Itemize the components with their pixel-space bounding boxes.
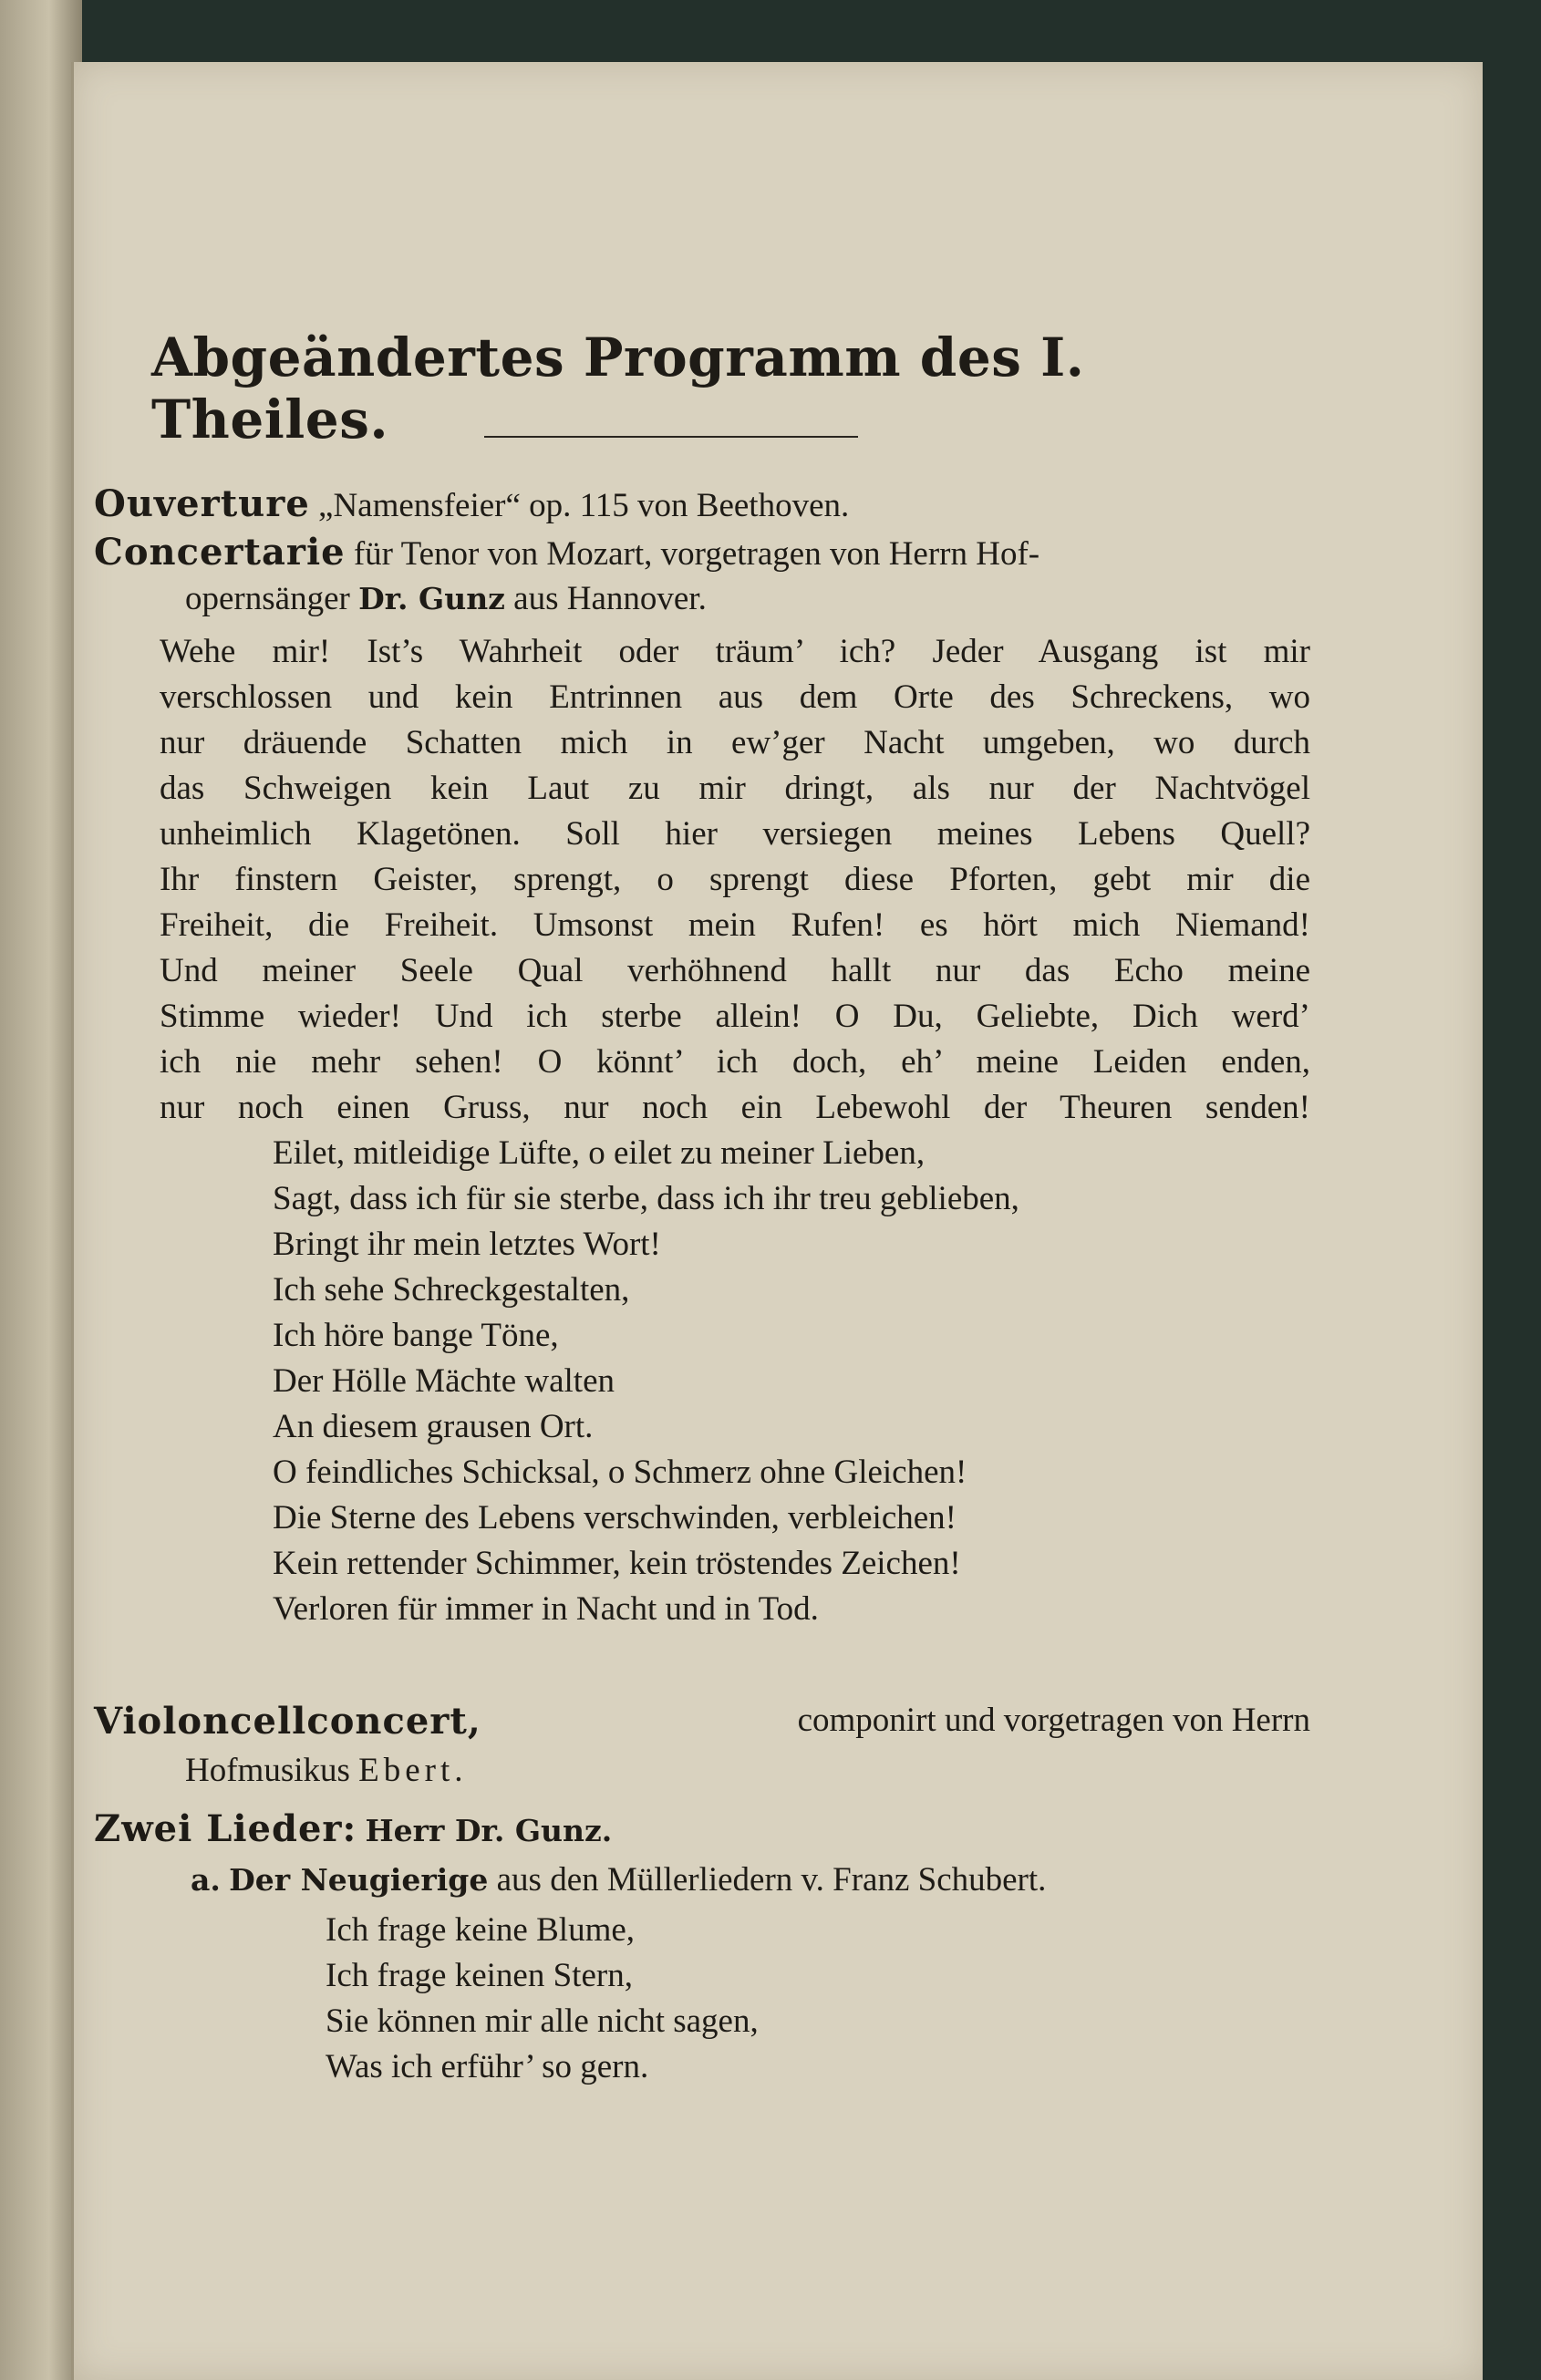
title-divider [484, 436, 858, 438]
aria-verse-line: An diesem grausen Ort. [273, 1408, 594, 1445]
aria-prose-line: Ihr finstern Geister, sprengt, o sprengt diese Pforten, gebt mir die [160, 861, 1310, 898]
lied-a-verse-line: Sie können mir alle nicht sagen, [326, 2002, 759, 2040]
lied-a-title: Der Neugierige [229, 1862, 489, 1898]
aria-prose-line: unheimlich Klagetönen. Soll hier versiegen meines Lebens Quell? [160, 815, 1310, 853]
ouverture-entry [94, 482, 850, 525]
aria-prose-line: Stimme wieder! Und ich sterbe allein! O Du, Geliebte, Dich werd’ [160, 998, 1310, 1035]
concertarie-line-2 [185, 582, 707, 616]
document-page [71, 62, 1483, 2380]
violoncell-performer: Ebert. [358, 1752, 468, 1789]
ouverture-heading: Ouverture [94, 482, 310, 525]
aria-verse-line: Ich höre bange Töne, [273, 1317, 559, 1354]
aria-verse-line: O feindliches Schicksal, o Schmerz ohne Gleichen! [273, 1454, 967, 1491]
aria-prose-line: Wehe mir! Ist’s Wahrheit oder träum’ ich? Jeder Ausgang ist mir [160, 633, 1310, 670]
ouverture-text: „Namensfeier“ op. 115 von Beethoven. [318, 487, 850, 524]
violoncell-heading: Violoncellconcert, [94, 1700, 481, 1743]
aria-prose-line: Und meiner Seele Qual verhöhnend hallt nur das Echo meine [160, 952, 1310, 989]
concertarie-text-1: für Tenor von Mozart, vorgetragen von Herrn Hof- [353, 535, 1040, 573]
aria-prose-line: ich nie mehr sehen! O könnt’ ich doch, eh’ meine Leiden enden, [160, 1043, 1310, 1081]
lied-a-text: aus den Müllerliedern v. Franz Schubert. [496, 1861, 1047, 1899]
violoncell-text-1: componirt und vorgetragen von Herrn [797, 1702, 1310, 1739]
aria-verse-line: Der Hölle Mächte walten [273, 1362, 615, 1400]
aria-verse-line: Die Sterne des Lebens verschwinden, verbleichen! [273, 1499, 957, 1537]
page-content [74, 62, 1483, 2380]
facing-page-edge [0, 0, 82, 2380]
concertarie-text-2b: aus Hannover. [513, 580, 707, 617]
lied-a-verse-line: Ich frage keine Blume, [326, 1911, 636, 1949]
lied-a-entry [191, 1863, 1046, 1897]
aria-verse-line: Verloren für immer in Nacht und in Tod. [273, 1590, 819, 1628]
aria-prose-line: nur noch einen Gruss, nur noch ein Lebewohl der Theuren senden! [160, 1089, 1310, 1126]
concertarie-text-2a: opernsänger [185, 580, 350, 617]
page-title: Abgeändertes Programm des I. Theiles. [151, 326, 1085, 450]
concertarie-singer: Dr. Gunz [358, 581, 505, 616]
violoncell-text-2a: Hofmusikus [185, 1752, 350, 1789]
aria-prose-line: nur dräuende Schatten mich in ew’ger Nacht umgeben, wo durch [160, 724, 1310, 761]
aria-prose-line: das Schweigen kein Laut zu mir dringt, als nur der Nachtvögel [160, 770, 1310, 807]
lied-a-verse-line: Ich frage keinen Stern, [326, 1957, 633, 1994]
aria-verse-line: Ich sehe Schreckgestalten, [273, 1271, 630, 1309]
concertarie-heading: Concertarie [94, 531, 346, 574]
aria-prose-line: Freiheit, die Freiheit. Umsonst mein Rufen! es hört mich Niemand! [160, 906, 1310, 944]
lieder-entry [94, 1807, 613, 1850]
aria-verse-line: Eilet, mitleidige Lüfte, o eilet zu meiner Lieben, [273, 1134, 926, 1172]
lied-a-label: a. [191, 1862, 221, 1898]
aria-verse-line: Sagt, dass ich für sie sterbe, dass ich ihr treu geblieben, [273, 1180, 1019, 1217]
aria-prose-line: verschlossen und kein Entrinnen aus dem Orte des Schreckens, wo [160, 678, 1310, 716]
lieder-performer: Herr Dr. Gunz. [365, 1813, 613, 1848]
violoncell-line-2 [185, 1754, 468, 1787]
lieder-heading: Zwei Lieder: [94, 1807, 357, 1850]
aria-verse-line: Kein rettender Schimmer, kein tröstendes Zeichen! [273, 1545, 961, 1582]
aria-verse-line: Bringt ihr mein letztes Wort! [273, 1226, 661, 1263]
violoncell-entry [94, 1700, 1310, 1743]
concertarie-entry [94, 531, 1040, 574]
lied-a-verse-line: Was ich erführ’ so gern. [326, 2048, 649, 2085]
